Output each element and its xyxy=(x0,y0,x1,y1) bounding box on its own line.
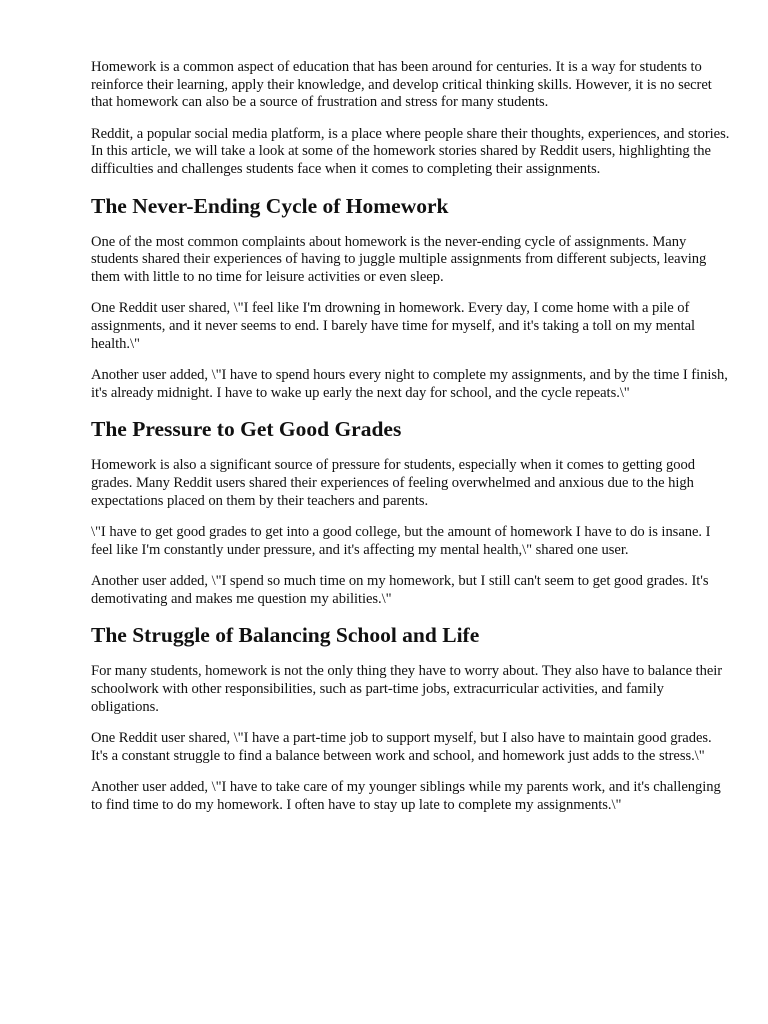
section-1-heading: The Never-Ending Cycle of Homework xyxy=(91,193,449,218)
section-3-paragraph-3: Another user added, \"I have to take care of my younger siblings while my parents work, and it's challenging to find time to do my homework. I often have to stay up late to complete my assignments.\" xyxy=(91,779,721,814)
section-3-heading: The Struggle of Balancing School and Life xyxy=(91,623,480,648)
section-2-heading: The Pressure to Get Good Grades xyxy=(91,417,402,442)
section-1-paragraph-2: One Reddit user shared, \"I feel like I'm drowning in homework. Every day, I come home with a pile of assignments, and it never seems to end. I barely have time for myself, and it's taking a toll on my mental health.\" xyxy=(91,300,696,352)
section-2-paragraph-1: Homework is also a significant source of pressure for students, especially when it comes to getting good grades. Many Reddit users shared their experiences of feeling overwhelmed and anxious due to the high expectations placed on them by their teachers and parents. xyxy=(91,457,695,509)
section-2-paragraph-3: Another user added, \"I spend so much time on my homework, but I still can't seem to get good grades. It's demotivating and makes me question my abilities.\" xyxy=(91,573,709,607)
intro-paragraph-1: Homework is a common aspect of education that has been around for centuries. It is a way for students to reinforce their learning, apply their knowledge, and develop critical thinking skills. However, it is no secret that homework can also be a source of frustration and stress for many students. xyxy=(91,59,712,111)
intro-paragraph-2: Reddit, a popular social media platform, is a place where people share their thoughts, experiences, and stories. In this article, we will take a look at some of the homework stories shared by Reddit users, highlighting the difficulties and challenges students face when it comes to completing their assignments. xyxy=(91,125,730,177)
document-page xyxy=(91,59,731,829)
section-3-paragraph-2: One Reddit user shared, \"I have a part-time job to support myself, but I also have to maintain good grades. It's a constant struggle to find a balance between work and school, and homework just adds to the stress.\" xyxy=(91,730,712,764)
section-2-paragraph-2: \"I have to get good grades to get into a good college, but the amount of homework I have to do is insane. I feel like I'm constantly under pressure, and it's affecting my mental health,\" shared one user. xyxy=(91,524,711,558)
section-3-paragraph-1: For many students, homework is not the only thing they have to worry about. They also have to balance their schoolwork with other responsibilities, such as part-time jobs, extracurricular activities, and family obligations. xyxy=(91,663,723,715)
section-1-paragraph-3: Another user added, \"I have to spend hours every night to complete my assignments, and by the time I finish, it's already midnight. I have to wake up early the next day for school, and the cycle repeats.\" xyxy=(91,367,728,401)
section-1-paragraph-1: One of the most common complaints about homework is the never-ending cycle of assignments. Many students shared their experiences of having to juggle multiple assignments from different subjects, leaving them with little to no time for leisure activities or even sleep. xyxy=(91,233,707,285)
